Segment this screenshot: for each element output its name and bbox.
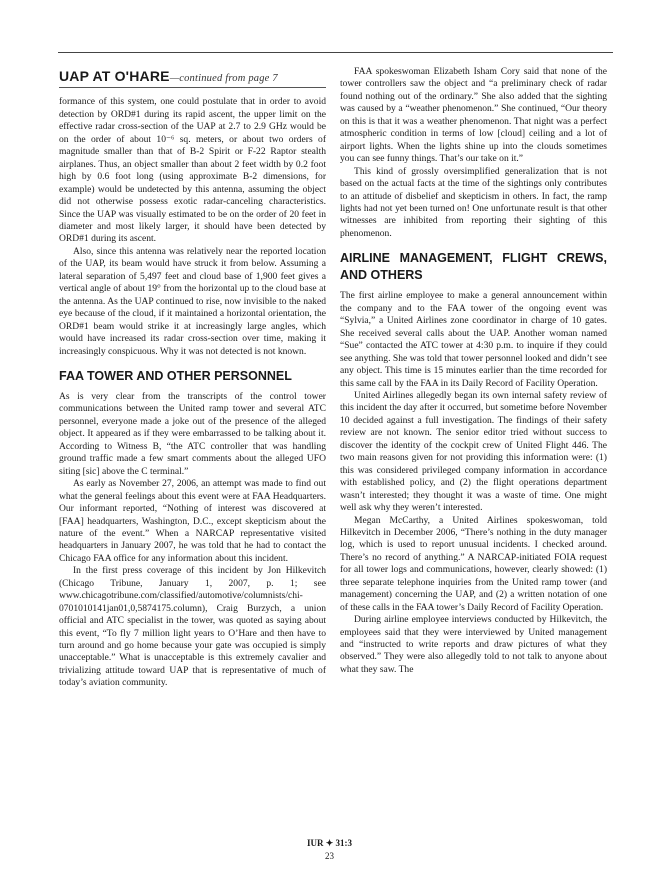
right-column — [340, 66, 607, 676]
page-number: 23 — [325, 851, 334, 861]
paragraph: Also, since this antenna was relatively near the reported location of the UAP, its beam would have struck it from below. Assuming a lateral separation of 5,497 feet and cloud base of 1,900 feet gives a vertical angle of about 19° from the horizontal up to the cloud base at the antenna. As the UAP continued to rise, now invisible to the naked eye because of the cloud, if it maintained a horizontal orientation, the ORD#1 beam would strike it at increasingly large angles, which would have increased its radar cross-section over time, making it increasingly conspicuous. Why it was not detected is not known. — [59, 245, 326, 357]
paragraph: In the first press coverage of this incident by Jon Hilkevitch (Chicago Tribune, January 1, 2007, p. 1; see www.chicagotribune.com/classified/automotive/columnists/chi-0701010141jan01,0,5874175.column), Craig Burzych, a union official and ATC specialist in the tower, was quoted as saying about this event, “To fly 7 million light years to O’Hare and then have to turn around and go home because your gate was occupied is simply unacceptable.” What is unacceptable is this extremely cavalier and trivializing attitude toward UAP that is representative of much of today’s aviation community. — [59, 565, 326, 689]
paragraph: During airline employee interviews conducted by Hilkevitch, the employees said that they were interviewed by United management and “instructed to write reports and draw pictures of what they observed.” They were also allegedly told to not talk to anyone about what they saw. The — [340, 614, 607, 675]
paragraph: formance of this system, one could postulate that in order to avoid detection by ORD#1 during its rapid ascent, the upper limit on the effective radar cross-section of the UAP at 2.7 to 2.9 GHz would be on the order of about 10⁻⁶ sq. meters, or about two orders of magnitude smaller than that of B-2 Spirit or F-22 Raptor stealth airplanes. Thus, an object smaller than about 2 feet width by 0.2 foot high by 0.6 foot long (using approximate B-2 dimensions, for example) would be undetected by this antenna, assuming the object did not otherwise possess exotic radar-canceling characteristics. Since the UAP was visually estimated to be on the order of 20 feet in diameter and most likely larger, it should have been detected by ORD#1 during its ascent. — [59, 96, 326, 245]
paragraph: As is very clear from the transcripts of the control tower communications between the United ramp tower and several ATC personnel, everyone made a joke out of the presence of the alleged object. It appeared as if they were embarrassed to be talking about it. According to Witness B, “the ATC controller that was handling ground traffic made a few smart comments about the alleged UFO siting [sic] above the C terminal.” — [59, 390, 326, 477]
top-rule — [58, 52, 613, 53]
section-heading: FAA TOWER AND OTHER PERSONNEL — [59, 368, 292, 383]
continued-note: —continued from page 7 — [169, 73, 278, 84]
paragraph: FAA spokeswoman Elizabeth Isham Cory said that none of the tower controllers saw the object and “a preliminary check of radar found nothing out of the ordinary.” She also added that the sighting was caused by a “weather phenomenon.” She continued, “Our theory on this is that it was a weather phenomenon. That night was a perfect atmospheric condition in terms of low [cloud] ceiling and a lot of airport lights. When the lights shine up into the clouds sometimes you can see funny things. That’s our take on it.” — [340, 66, 607, 165]
section-heading: AIRLINE MANAGEMENT, FLIGHT CREWS, AND OTHERS — [340, 251, 607, 283]
left-column — [59, 70, 326, 690]
paragraph: United Airlines allegedly began its own internal safety review of this incident the day after it occurred, but sometime before November 10 decided against a full investigation. The findings of their safety review are not known. The senior editor tried without success to discover the identity of the cockpit crew of United Flight 446. The two main reasons given for not providing this information were: (1) this was considered privileged company information in accordance with established policy, and (2) the flight operations department wasn’t interested; they thought it was a waste of time. One might well ask why they weren’t interested. — [340, 389, 607, 514]
paragraph: The first airline employee to make a general announcement within the company and to the FAA tower of the ongoing event was “Sylvia,” a United Airlines zone coordinator in charge of 10 gates. She received several calls about the UAP. Another woman named “Sue” contacted the ATC tower at 4:30 p.m. to inquire if they could see anything. She was told that tower personnel looked and didn’t see any object. This time is 15 minutes earlier than the time recorded for this same call by the FAA in its Daily Record of Facility Operation. — [340, 290, 607, 389]
journal-issue: IUR ✦ 31:3 — [306, 838, 353, 848]
paragraph: Megan McCarthy, a United Airlines spokeswoman, told Hilkevitch in December 2006, “There’s nothing in the duty manager log, which is used to report unusual incidents. I checked around. There’s no record of anything.” A NARCAP-initiated FOIA request for all tower logs and communications, however, clearly showed: (1) three separate telephone inquiries from the United ramp tower (and management) concerning the UAP, and (2) a written notation of one of these calls in the FAA tower’s Daily Record of Facility Operation. — [340, 514, 607, 613]
article-heading — [59, 70, 326, 88]
article-title: UAP AT O'HARE — [59, 68, 170, 84]
paragraph: This kind of grossly oversimplified generalization that is not based on the actual facts at the time of the sightings only contributes to an attitude of disbelief and skepticism in others. In fact, the ramp lights had not yet been turned on! One unfortunate result is that other witnesses are inhibited from reporting their sighting of this phenomenon. — [340, 165, 607, 239]
paragraph: As early as November 27, 2006, an attempt was made to find out what the general feelings about this event were at FAA Headquarters. Our informant reported, “Nothing of interest was discovered at [FAA] headquarters, Washington, D.C., except skepticism about the nature of the event.” When a NARCAP representative visited headquarters in January 2007, he was told that he had to contact the Chicago FAA office for any information about this incident. — [59, 478, 326, 564]
